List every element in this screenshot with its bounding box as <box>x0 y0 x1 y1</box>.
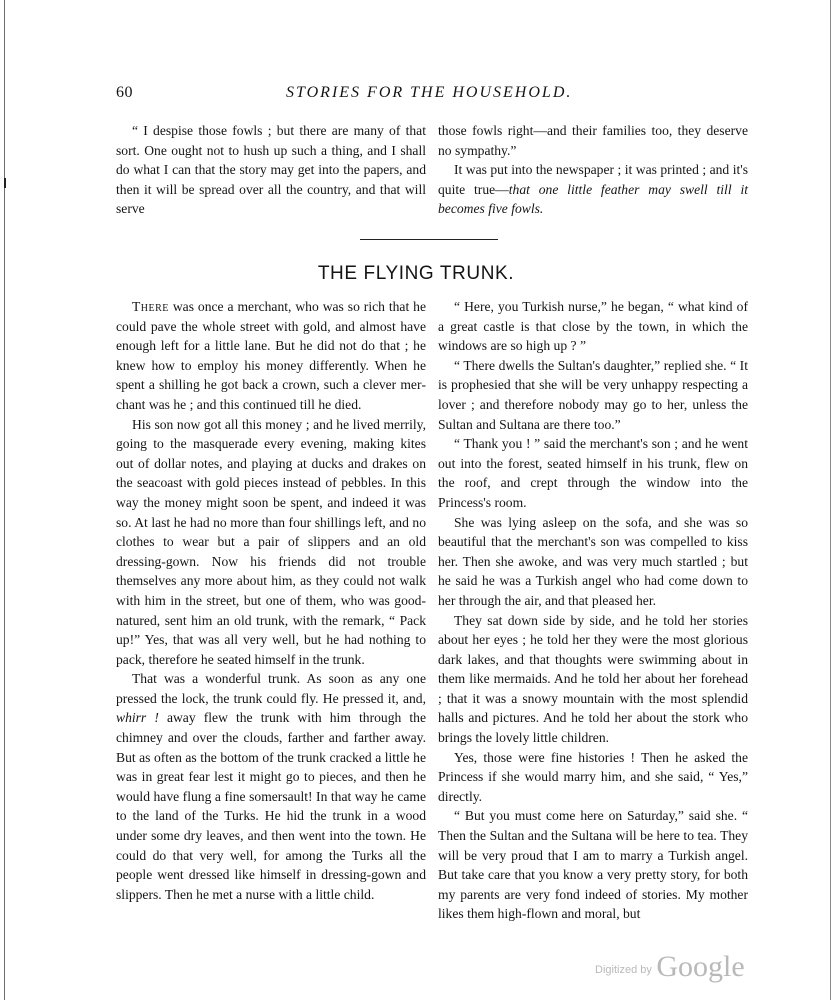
scan-page-edge-left <box>4 0 5 1000</box>
paragraph: Yes, those were fine histories ! Then he asked the Princess if she would marry him, and she said, “ Yes,” directly. <box>438 749 748 804</box>
paragraph: “ But you must come here on Saturday,” said she. “ Then the Sultan and the Sultana will be here to tea. They will be very proud that I am to marry a Turkish angel. But take care that you know a very pretty story, for both my parents are very fond indeed of stories. My mother likes them high-flown and moral, but <box>438 808 748 922</box>
opening-word: There <box>132 299 169 314</box>
digitization-watermark <box>595 950 745 984</box>
paragraph: “ There dwells the Sultan's daughter,” replied she. “ It is prophesied that she will be very unhappy respecting a lover ; and therefore nobody may go to her, unless the Sultan and Sultana are there too.” <box>438 357 748 432</box>
paragraph: “ Here, you Turkish nurse,” he began, “ what kind of a great castle is that close by the town, in which the windows are so high up ? ” <box>438 299 748 354</box>
closing-text: It was put into the newspaper ; it was printed ; and it's quite true— <box>438 162 748 197</box>
paragraph-continued: those fowls right—and their families too, they deserve no sympathy.” <box>438 123 748 158</box>
opening-paragraph <box>116 297 426 415</box>
story-title: THE FLYING TRUNK. <box>317 263 515 284</box>
paragraph: “ Thank you ! ” said the merchant's son ; and he went out into the forest, seated himself in his trunk, flew on the roof, and crept through the window into the Princess's room. <box>438 436 748 510</box>
paragraph-text: away flew the trunk with him through the chimney and over the clouds, farther and farther away. But as often as the bottom of the trunk cracked a little he was in great fear lest it might go to pieces, and then he would have flung a fine somersault! In that way he came to the land of the Turks. He hid the trunk in a wood under some dry leaves, and then went into the town. He could do that very well, for among the Turks all the people went dressed like himself in dressing-gown and slippers. Then he met a nurse with a little child. <box>116 710 426 902</box>
paragraph: His son now got all this money ; and he lived merrily, going to the masquerade every evening, making kites out of dollar notes, and playing at ducks and drakes on the seacoast with gold pieces instead of pebbles. In this way the money might soon be spent, and indeed it was so. At last he had no more than four shillings left, and no clothes to wear but a pair of slippers and an old dressing-gown. Now his friends did not trouble themselves any more about him, as they could not walk with him in the street, but one of them, who was good-natured, sent him an old trunk, with the remark, “ Pack up!” Yes, that was all very well, but he had nothing to pack, therefore he seated himself in the trunk. <box>116 416 426 667</box>
closing-paragraph <box>438 160 748 219</box>
paragraph: They sat down side by side, and he told her stories about her eyes ; he told her they were the most glorious dark lakes, and that thoughts were swimming about in them like mermaids. And he told her about her forehead ; that it was a snowy mountain with the most splendid halls and pictures. And he told her about the stork who brings the lovely little children. <box>438 612 748 746</box>
section-divider <box>360 239 498 240</box>
paragraph <box>116 669 426 904</box>
scan-margin-mark <box>4 178 6 188</box>
paragraph: “ I despise those fowls ; but there are many of that sort. One ought not to hush up such a thing, and I shall do what I can that the story may get into the papers, and then it will be spread over all the country, and that will serve <box>116 123 426 217</box>
watermark-prefix: Digitized by <box>595 964 652 976</box>
paragraph-text: That was a wonderful trunk. As soon as any one pressed the lock, the trunk could fly. He pressed it, and, <box>116 671 426 706</box>
watermark-brand: Google <box>656 950 745 983</box>
closing-moral: that one little feather may swell till it becomes five fowls. <box>438 181 748 217</box>
prev-story-right-column <box>438 121 748 219</box>
opening-text: was once a merchant, who was so rich that he could pave the whole street with gold, and almost have enough left for a little lane. But he did not do that ; he knew how to employ his money differently. When he spent a shilling he got back a crown, such a clever merchant was he ; and this continued till he died. <box>116 299 426 412</box>
page-number: 60 <box>116 84 133 101</box>
page-header <box>116 84 756 108</box>
emphasis-text: whirr ! <box>116 710 159 726</box>
paragraph: She was lying asleep on the sofa, and she was so beautiful that the merchant's son was compelled to kiss her. Then she awoke, and was very much startled ; but he said he was a Turkish angel who had come down to her through the air, and that pleased her. <box>438 514 748 608</box>
story-right-column <box>438 297 748 924</box>
scan-page-edge-right <box>830 0 831 1000</box>
running-head: STORIES FOR THE HOUSEHOLD. <box>286 84 573 101</box>
prev-story-left-column <box>116 121 426 219</box>
story-left-column <box>116 297 426 904</box>
